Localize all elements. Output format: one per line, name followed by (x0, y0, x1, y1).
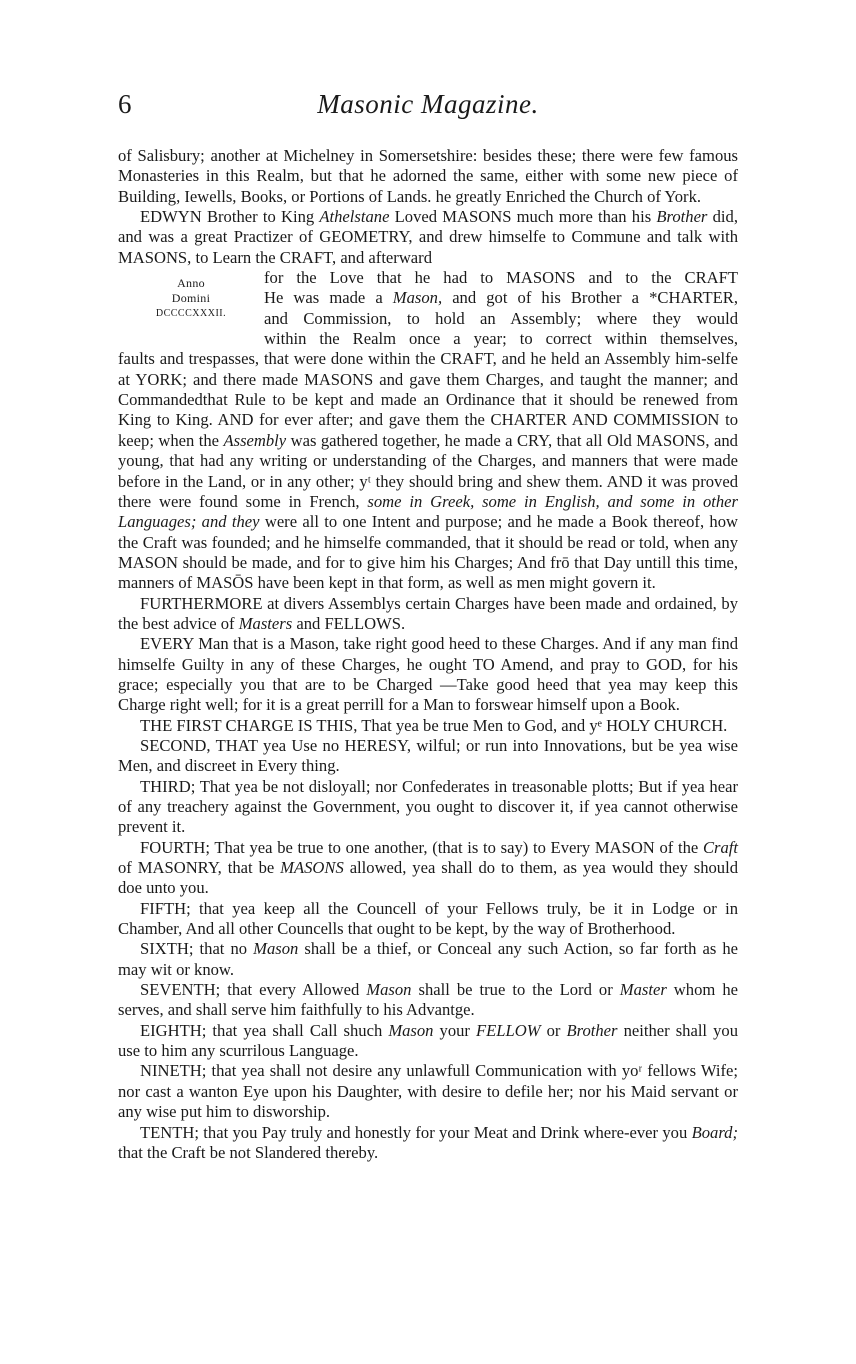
text-run: shall be true to the Lord or (411, 980, 620, 1000)
text-run: of Salisbury; another at Michelney in Somersetshire: besides these; there were few famous Monasteries in this Realm, but that he adorned the same, either with some new piece of Building, Iewells, Books, or Portions of Lands. he greatly Enriched the Church of York. (118, 146, 738, 206)
text-run: THE FIRST CHARGE IS THIS, That yea be true Men to God, and yᵉ HOLY CHURCH. (140, 715, 728, 735)
italic-run: Craft (702, 837, 738, 857)
text-run: FURTHERMORE at divers Assemblys certain Charges have been made and ordained, by the best advice of (118, 593, 738, 633)
text-run: of MASONRY, that be (118, 858, 281, 878)
text-run: faults and trespasses, that were done within the CRAFT, and he held an Assembly him-selfe at YORK; and there made MASONS and gave them Charges, and taught the manner; and Commandedthat Rule to be kept and made an Ordinance that it should be renewed from King to King. AND for ever after; and gave them the CHARTER AND COMMISSION to keep; when the (118, 349, 738, 450)
paragraph-second-charge (118, 736, 738, 777)
text-run: that the Craft be not Slandered thereby. (118, 1142, 379, 1162)
italic-run: Mason (388, 1020, 434, 1040)
page-number: 6 (118, 89, 132, 119)
margin-note-domini: Domini (171, 291, 211, 306)
text-line: for the Love that he had to MASONS and to the CRAFT (264, 268, 738, 288)
paragraph-furthermore (118, 594, 738, 635)
margin-note-year: DCCCCXXXII. (155, 308, 227, 320)
text-run: TENTH; that you Pay truly and honestly for your Meat and Drink where-ever you (140, 1122, 692, 1142)
page-header (118, 88, 738, 128)
text-run: THIRD; That yea be not disloyall; nor Confederates in treasonable plotts; But if yea hear of any treachery against the Government, you ought to discover it, if yea cannot otherwise prevent it. (118, 776, 738, 837)
text-run: and got of his Brother a *CHARTER, (442, 288, 738, 308)
text-run: EDWYN Brother to King (140, 207, 320, 227)
paragraph-edwyn-continued (118, 349, 738, 593)
text-run: FOURTH; That yea be true to one another, (that is to say) to Every MASON of the (140, 837, 703, 857)
text-line: within the Realm once a year; to correct within themselves, (264, 329, 738, 349)
italic-run: Mason (366, 980, 412, 1000)
paragraph-salisbury (118, 146, 738, 207)
paragraph-ninth-charge (118, 1061, 738, 1122)
text-run: EIGHTH; that yea shall Call shuch (140, 1020, 389, 1040)
margin-note (118, 268, 264, 321)
paragraph-sixth-charge (118, 939, 738, 980)
paragraph-every-man (118, 634, 738, 715)
text-run: neither shall you use to him any scurrilous Language. (118, 1020, 738, 1061)
italic-run: Mason (253, 939, 299, 959)
text-line (264, 288, 738, 308)
italic-run: FELLOW (476, 1020, 541, 1040)
text-run: SIXTH; that no (140, 939, 254, 959)
text-run: were all to one Intent and purpose; and he made a Book thereof, how the Craft was founded; and he himselfe commanded, that it should be read or told, when any MASON should be made, and for to give him his Charges; And frō that Day untill this time, manners of MASŌS have been kept in that form, as well as men might govern it. (118, 512, 738, 593)
italic-run: Assembly (223, 430, 287, 450)
text-run: NINETH; that yea shall not desire any unlawfull Communication with yoʳ fellows Wife; nor cast a wanton Eye upon his Daughter, with desire to defile her; nor his Maid servant or any wise put him to disworship. (118, 1061, 738, 1122)
text-run: or (540, 1020, 567, 1040)
paragraph-fourth-charge (118, 838, 738, 899)
text-run: allowed, yea shall do to them, as yea would they should doe unto you. (118, 858, 738, 898)
italic-run: Master (619, 980, 667, 1000)
paragraph-fifth-charge (118, 899, 738, 940)
italic-run: some in Greek, some in English, and some in other Languages; and they (118, 491, 738, 532)
running-title: Masonic Magazine. (317, 89, 539, 119)
text-run: Loved MASONS much more than his (389, 207, 657, 227)
text-run: He was made a (264, 288, 393, 308)
italic-run: Athelstane (319, 207, 390, 227)
margin-note-anno: Anno (177, 276, 205, 291)
text-run: shall be a thief, or Conceal any such Action, so far forth as he may wit or know. (118, 939, 739, 979)
sidenote-text (264, 268, 738, 349)
paragraph-edwyn (118, 207, 738, 268)
text-run: was gathered together, he made a CRY, that all Old MASONS, and young, that had any writing or understanding of the Charges, and manners that were made before in the Land, or in any other; yᵗ they should bring and shew them. AND it was proved there were found some in French, (118, 430, 738, 511)
text-run: SEVENTH; that every Allowed (140, 980, 367, 1000)
paragraph-eighth-charge (118, 1021, 738, 1062)
italic-run: Brother (566, 1020, 618, 1040)
italic-run: MASONS (280, 858, 344, 878)
text-run: and FELLOWS. (292, 613, 406, 633)
paragraph-third-charge (118, 777, 738, 838)
text-line: and Commission, to hold an Assembly; where they would (264, 308, 738, 328)
text-run: whom he serves, and shall serve him faithfully to his Advantge. (118, 980, 738, 1020)
text-run: your (433, 1020, 477, 1040)
italic-run: Brother (656, 207, 708, 227)
paragraph-first-charge (118, 716, 738, 736)
body-text (118, 146, 738, 1163)
text-run: did, and was a great Practizer of GEOMETRY, and drew himselfe to Commune and talk with MASONS, to Learn the CRAFT, and afterward (118, 207, 738, 267)
italic-run: Board; (691, 1122, 738, 1142)
sidenote-block (118, 268, 738, 349)
text-run: FIFTH; that yea keep all the Councell of your Fellows truly, be it in Lodge or in Chamber, And all other Councells that ought to be kept, by the way of Brotherhood. (118, 898, 738, 939)
paragraph-tenth-charge (118, 1123, 738, 1164)
italic-run: Mason, (392, 288, 443, 308)
text-run: EVERY Man that is a Mason, take right good heed to these Charges. And if any man find himselfe Guilty in any of these Charges, he ought TO Amend, and pray to GOD, for his grace; especially you that are to be Charged —Take good heed that yea may keep this Charge right well; for it is a great perrill for a Man to forswear himself upon a Book. (118, 634, 738, 715)
italic-run: Masters (238, 613, 293, 633)
paragraph-seventh-charge (118, 980, 738, 1021)
text-run: SECOND, THAT yea Use no HERESY, wilful; or run into Innovations, but be yea wise Men, and discreet in Every thing. (118, 735, 738, 776)
